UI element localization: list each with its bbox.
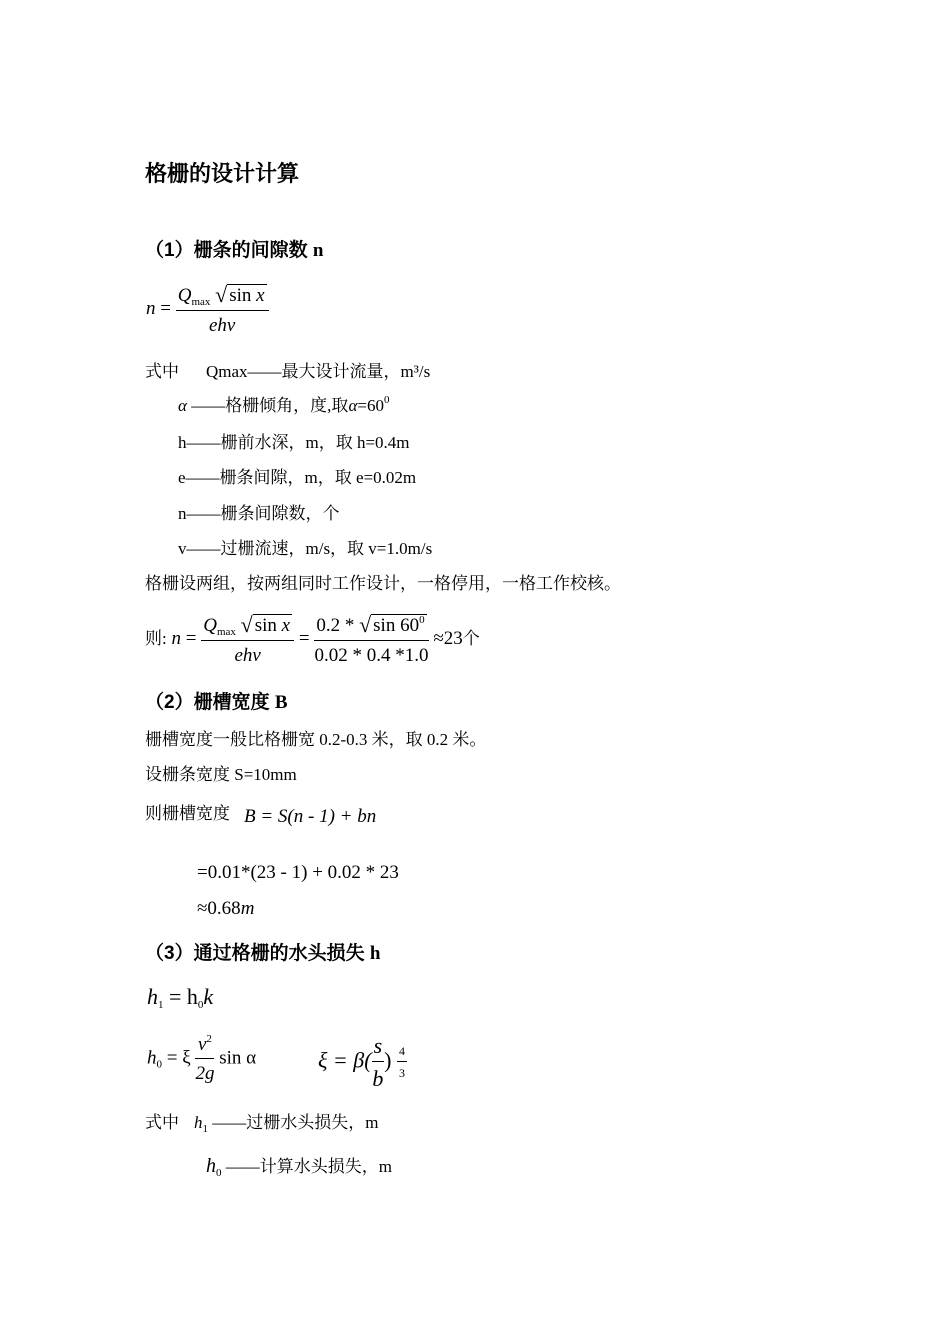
- formula-h0-sin: sin α: [219, 1047, 257, 1069]
- calc-eq-1: =: [185, 627, 197, 649]
- where-qmax-sym: Qmax: [206, 362, 248, 381]
- s2-paragraph-3: 则栅槽宽度: [145, 804, 230, 823]
- formula-n-lhs: n: [146, 297, 156, 319]
- formula-h0-fraction: [195, 1033, 214, 1085]
- formula-n-sqrt: √ sin x: [215, 282, 265, 307]
- where-alpha: [178, 391, 389, 416]
- formula-h0-v: v: [197, 1034, 207, 1055]
- s2-paragraph-2: 设栅条宽度 S=10mm: [145, 765, 297, 784]
- section-3-heading: [145, 938, 380, 965]
- formula-xi-exponent: [397, 1044, 407, 1081]
- note-two-groups: 格栅设两组，按两组同时工作设计，一格停用，一格工作校核。: [145, 574, 621, 593]
- section-3-heading-var: h: [369, 943, 381, 964]
- where-alpha-text: ——格栅倾角，度,取: [191, 396, 349, 415]
- formula-h1-sub: 1: [158, 999, 164, 1011]
- where-h1-h: h: [194, 1113, 203, 1132]
- calc-sqrt-2: √ $\sin 60^0$: [359, 612, 425, 637]
- where-v: [178, 534, 432, 559]
- formula-b-2: =0.01*(23 - 1) + 0.02 * 23: [197, 862, 399, 883]
- formula-n-x: x: [256, 285, 265, 306]
- where-n-sym: n: [178, 504, 187, 523]
- page-title: 格栅的设计计算: [145, 161, 300, 186]
- section-1-heading: [145, 235, 323, 262]
- where-h1-text: ——过栅水头损失，m: [212, 1113, 379, 1132]
- formula-h1-h: h: [147, 984, 158, 1009]
- calc-sin60: sin 60: [373, 615, 420, 636]
- formula-h0-vsup: 2: [206, 1033, 212, 1045]
- where-h0-sub: 0: [216, 1167, 222, 1179]
- formula-n-max: max: [191, 296, 211, 308]
- formula-b-3-unit: m: [240, 898, 255, 919]
- formula-b-3: [197, 898, 254, 920]
- formula-b-3-value: ≈0.68: [197, 898, 241, 919]
- section-3-heading-text: （3）通过格栅的水头损失: [145, 943, 365, 964]
- calc-max: max: [216, 626, 236, 638]
- formula-xi-rparen: ): [384, 1047, 392, 1073]
- where-label-3: 式中: [145, 1113, 179, 1132]
- formula-h0-eq: = ξ: [166, 1047, 191, 1069]
- calc-label: 则:: [145, 628, 167, 648]
- where-qmax: [206, 357, 430, 382]
- formula-h0-den: 2g: [195, 1063, 215, 1084]
- calc-fraction-2: [314, 612, 428, 667]
- formula-xi-lhs: ξ = β(: [318, 1047, 372, 1073]
- s2-paragraph-1: 栅槽宽度一般比格栅宽 0.2-0.3 米，取 0.2 米。: [145, 730, 487, 749]
- formula-h1-eq: = h: [169, 984, 198, 1009]
- where-alpha-sym: α: [178, 396, 187, 415]
- where-h-sym: h: [178, 433, 187, 452]
- calc-unit: 个: [462, 628, 480, 648]
- where-h-text: ——栅前水深，m，取 h=0.4m: [186, 433, 410, 452]
- formula-xi-b: b: [372, 1066, 384, 1091]
- calc-degree: 0: [419, 614, 425, 626]
- calc-sqrt-1: √ sin x: [240, 612, 291, 637]
- where-v-sym: v: [178, 539, 187, 558]
- formula-n-sin: sin: [229, 285, 252, 306]
- formula-h0: [147, 1033, 256, 1085]
- calc-q: Q: [203, 615, 217, 636]
- where-qmax-text: ——最大设计流量，m³/s: [247, 362, 431, 381]
- calc-fraction-2-den: 0.02 * 0.4 *1.0: [314, 645, 429, 666]
- formula-h1: [147, 984, 213, 1011]
- formula-xi: [318, 1033, 407, 1092]
- where-v-text: ——过栅流速，m/s，取 v=1.0m/s: [186, 539, 433, 558]
- calc-sin: sin: [254, 615, 277, 636]
- formula-n-calc: [145, 612, 480, 667]
- calc-fraction-1-den: ehv: [234, 645, 261, 666]
- where-e-text: ——栅条间隙，m，取 e=0.02m: [185, 468, 417, 487]
- formula-n-denominator: ehv: [208, 315, 236, 336]
- formula-h0-num: [195, 1033, 214, 1059]
- where-h0-text: ——计算水头损失，m: [225, 1157, 392, 1176]
- calc-num-02: 0.2 *: [316, 615, 355, 636]
- formula-xi-exp-den: 3: [398, 1066, 405, 1080]
- where-n-text: ——栅条间隙数，个: [186, 504, 340, 523]
- where-h1-sub: 1: [202, 1123, 208, 1135]
- section-2-heading-var: B: [274, 692, 288, 713]
- formula-h0-sub: 0: [156, 1058, 162, 1071]
- calc-x: x: [281, 615, 291, 636]
- where-n: [178, 499, 340, 524]
- where-h0: [206, 1152, 392, 1179]
- section-2-heading-text: （2）栅槽宽度: [145, 692, 270, 713]
- where-alpha-degree: 0: [383, 394, 390, 406]
- where-e: [178, 463, 416, 488]
- section-2-heading: [145, 687, 288, 714]
- where-label-1: 式中: [145, 362, 179, 381]
- where-alpha-tail-sym: α: [348, 396, 358, 415]
- where-e-sym: e: [178, 468, 186, 487]
- formula-h1-k: k: [203, 984, 214, 1009]
- calc-fraction-1-num: [201, 612, 294, 641]
- formula-n: [146, 282, 269, 337]
- section-1-heading-text: （1）栅条的间隙数: [145, 240, 308, 261]
- formula-n-numerator: [176, 282, 269, 311]
- formula-n-eq: =: [160, 297, 171, 319]
- calc-result: ≈23: [433, 627, 463, 649]
- calc-eq-2: =: [298, 627, 310, 649]
- section-1-heading-var: n: [312, 240, 324, 261]
- where-h: [178, 428, 410, 453]
- where-h0-h: h: [206, 1155, 216, 1177]
- formula-xi-s: s: [372, 1033, 385, 1062]
- calc-fraction-2-num: [314, 612, 428, 641]
- formula-b-1: B = S(n - 1) + bn: [244, 806, 377, 827]
- where-alpha-tail: =60: [357, 396, 384, 415]
- formula-n-q: Q: [177, 285, 192, 306]
- where-h1: [194, 1108, 378, 1135]
- formula-n-fraction: [176, 282, 269, 337]
- formula-xi-fraction: [372, 1033, 385, 1092]
- formula-xi-exp-num: 4: [397, 1044, 407, 1062]
- formula-h0-h: h: [147, 1047, 157, 1069]
- formula-h1-sub0: 0: [197, 999, 204, 1011]
- calc-fraction-1: [201, 612, 294, 667]
- calc-n: n: [171, 627, 181, 649]
